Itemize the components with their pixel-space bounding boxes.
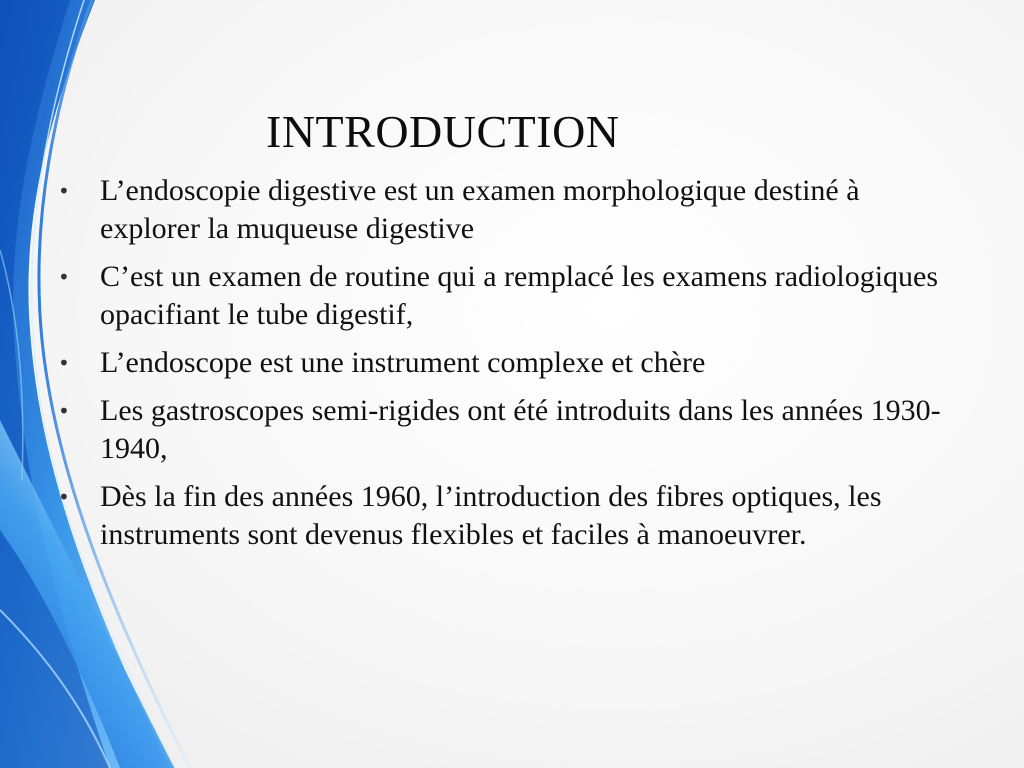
bullet-item <box>58 392 958 468</box>
bullet-text: L’endoscopie digestive est un examen morphologique destiné à explorer la muqueuse digestive <box>100 174 860 245</box>
bullet-item <box>58 172 958 248</box>
bullet-item <box>58 344 958 382</box>
bullet-item <box>58 258 958 334</box>
bullet-text: L’endoscope est une instrument complexe et chère <box>100 346 706 379</box>
bullet-text: Dès la fin des années 1960, l’introduction des fibres optiques, les instruments sont devenus flexibles et faciles à manoeuvrer. <box>100 480 882 551</box>
bullet-dot-icon: • <box>58 485 70 509</box>
bullet-text: Les gastroscopes semi-rigides ont été introduits dans les années 1930-1940, <box>100 394 941 465</box>
bullet-item <box>58 478 958 554</box>
bullet-text: C’est un examen de routine qui a remplacé les examens radiologiques opacifiant le tube digestif, <box>100 260 939 331</box>
bullet-dot-icon: • <box>58 399 70 423</box>
slide-title: INTRODUCTION <box>266 106 620 157</box>
bullet-list <box>58 172 958 564</box>
bullet-dot-icon: • <box>58 265 70 289</box>
bullet-dot-icon: • <box>58 179 70 203</box>
bullet-dot-icon: • <box>58 351 70 375</box>
